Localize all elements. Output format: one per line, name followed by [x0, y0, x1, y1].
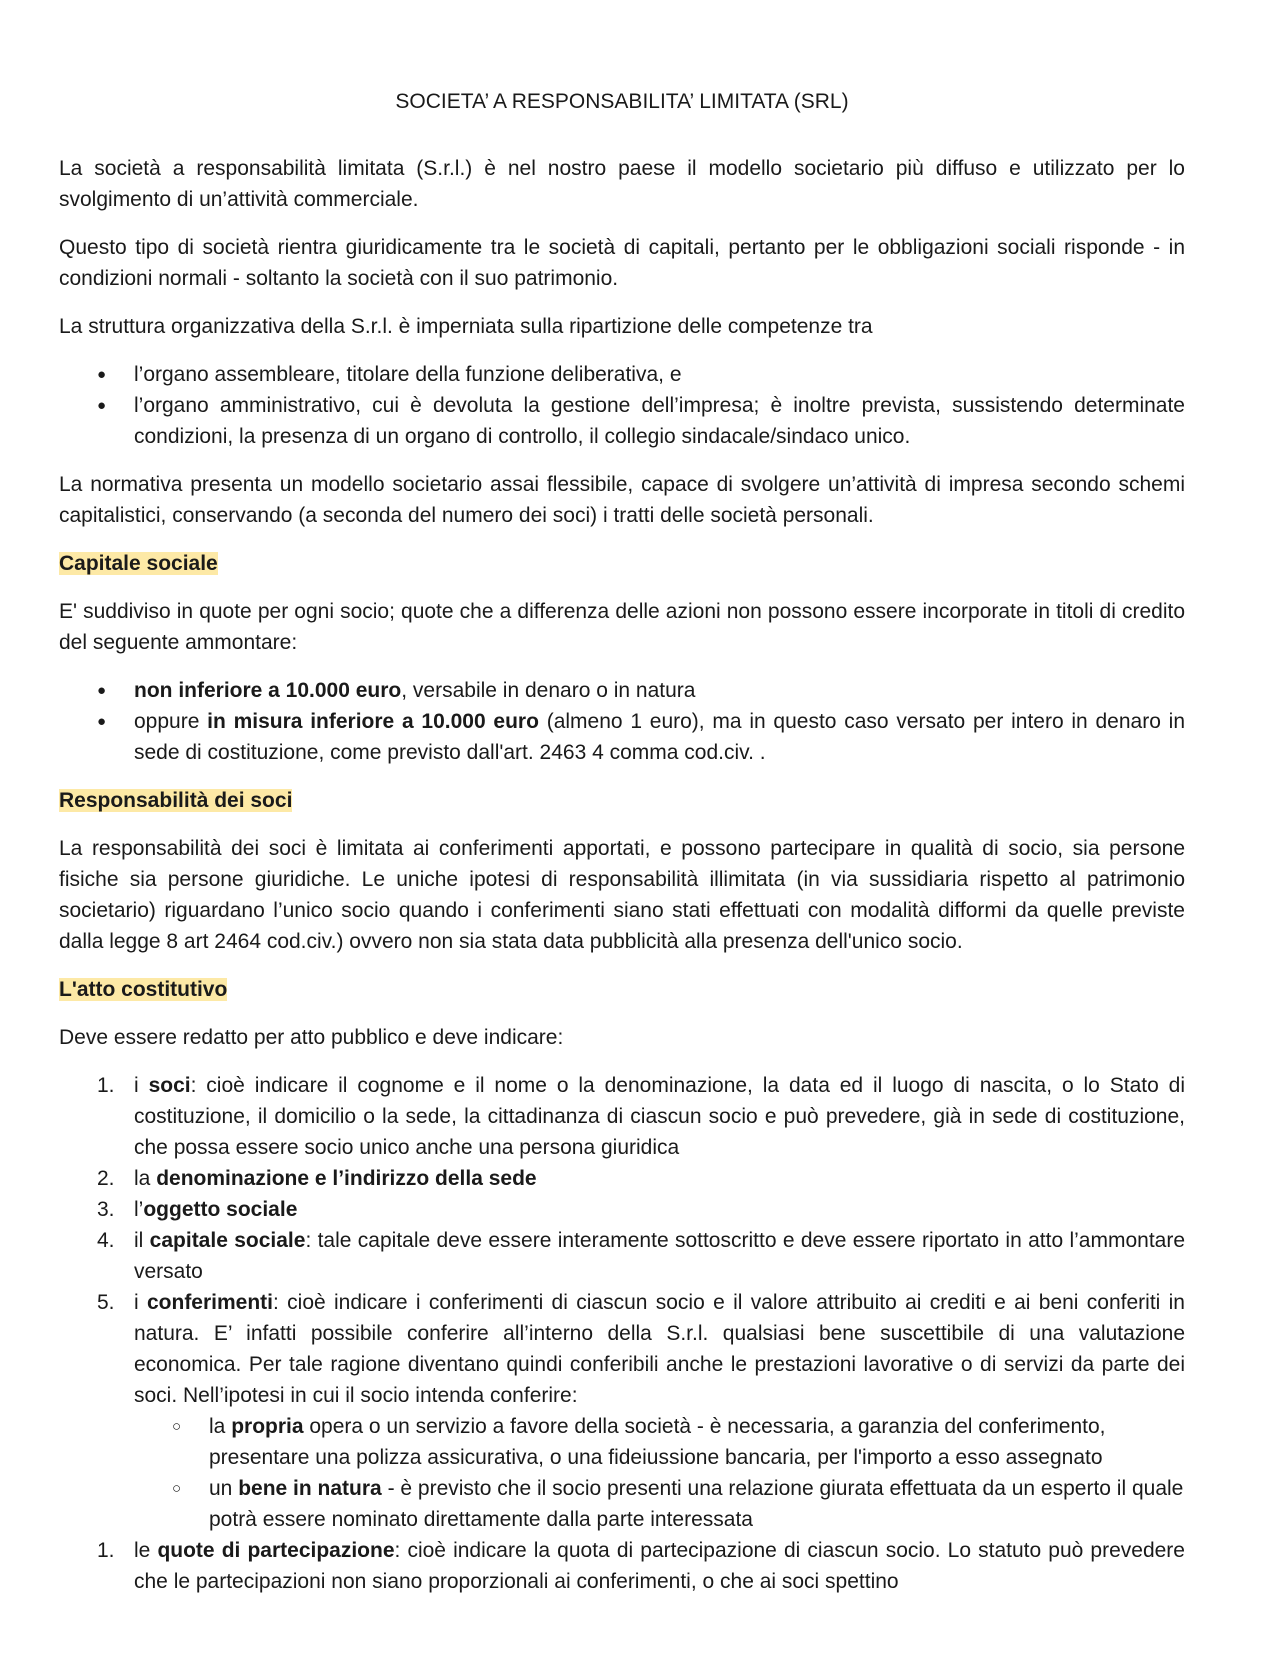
list-item: 2. la denominazione e l’indirizzo della sede: [97, 1167, 537, 1190]
capitale-list: [59, 675, 1185, 768]
intro-paragraph-4: La normativa presenta un modello societario assai flessibile, capace di svolgere un’attività di impresa secondo schemi capitalistici, conservando (a seconda del numero dei soci) i tratti delle società personali.: [59, 473, 1185, 527]
list-item: 3. l’oggetto sociale: [97, 1198, 298, 1221]
capitale-paragraph: E' suddiviso in quote per ogni socio; quote che a differenza delle azioni non possono essere incorporate in titoli di credito del seguente ammontare:: [59, 600, 1185, 654]
list-item: ● l’organo amministrativo, cui è devoluta la gestione dell’impresa; è inoltre prevista, sussistendo determinate condizioni, la presenza di un organo di controllo, il collegio sindacale/sindaco unico.: [59, 390, 1185, 452]
section-heading-atto: L'atto costitutivo: [59, 978, 228, 1001]
list-item: ● oppure in misura inferiore a 10.000 euro (almeno 1 euro), ma in questo caso versato per intero in denaro in sede di costituzione, come previsto dall'art. 2463 4 comma cod.civ. .: [59, 706, 1185, 768]
document-page: [59, 86, 1185, 1597]
intro-paragraph-2: Questo tipo di società rientra giuridicamente tra le società di capitali, pertanto per le obbligazioni sociali risponde - in condizioni normali - soltanto la società con il suo patrimonio.: [59, 236, 1185, 290]
intro-paragraph-1: La società a responsabilità limitata (S.r.l.) è nel nostro paese il modello societario più diffuso e utilizzato per lo svolgimento di un’attività commerciale.: [59, 157, 1185, 211]
list-item: 4. il capitale sociale: tale capitale deve essere interamente sottoscritto e deve essere riportato in atto l’ammontare versato: [97, 1229, 1186, 1283]
list-item: 5. i conferimenti: cioè indicare i conferimenti di ciascun socio e il valore attribuito ai crediti e ai beni conferiti in natura. E’ infatti possibile conferire all’interno della S.r.l. qualsiasi bene suscettibile di una valutazione economica. Per tale ragione diventano quindi conferibili anche le prestazioni lavorative o di servizi da parte dei soci. Nell’ipotesi in cui il socio intenda conferire: ○ la propria opera o un servizio a favore della società - è necessaria, a garanzia del conferimento, presentare una polizza assicurativa, o una fideiussione bancaria, per l'importo a esso assegnato ○ un bene in natura - è previsto che il socio presenti una relazione giurata effettuata da un esperto il quale potrà essere nominato direttamente dalla parte interessata: [59, 1287, 1185, 1535]
page-title: SOCIETA’ A RESPONSABILITA’ LIMITATA (SRL): [395, 90, 849, 113]
list-item: ○ un bene in natura - è previsto che il socio presenti una relazione giurata effettuata da un esperto il quale potrà essere nominato direttamente dalla parte interessata: [134, 1473, 1185, 1535]
atto-list: [59, 1070, 1185, 1597]
responsabilita-paragraph: La responsabilità dei soci è limitata ai conferimenti apportati, e possono partecipare in qualità di socio, sia persone fisiche sia persone giuridiche. Le uniche ipotesi di responsabilità illimitata (in via sussidiaria rispetto al patrimonio societario) riguardano l’unico socio quando i conferimenti siano stati effettuati con modalità difformi da quelle previste dalla legge 8 art 2464 cod.civ.) ovvero non sia stata data pubblicità alla presenza dell'unico socio.: [59, 837, 1185, 953]
section-heading-responsabilita: Responsabilità dei soci: [59, 789, 293, 812]
list-item: 1. le quote di partecipazione: cioè indicare la quota di partecipazione di ciascun socio. Lo statuto può prevedere che le partecipazioni non siano proporzionali ai conferimenti, o che ai soci spettino: [97, 1539, 1185, 1593]
atto-intro: Deve essere redatto per atto pubblico e deve indicare:: [59, 1026, 564, 1049]
list-item: ○ la propria opera o un servizio a favore della società - è necessaria, a garanzia del conferimento, presentare una polizza assicurativa, o una fideiussione bancaria, per l'importo a esso assegnato: [134, 1411, 1185, 1473]
section-heading-capitale: Capitale sociale: [59, 552, 218, 575]
list-item: ● l’organo assembleare, titolare della funzione deliberativa, e: [59, 359, 1185, 390]
organi-list: [59, 359, 1185, 452]
list-item: 1. i soci: cioè indicare il cognome e il nome o la denominazione, la data ed il luogo di nascita, o lo Stato di costituzione, il domicilio o la sede, la cittadinanza di ciascun socio e può prevedere, già in sede di costituzione, che possa essere socio unico anche una persona giuridica: [97, 1074, 1186, 1159]
conferimenti-sublist: [134, 1411, 1185, 1535]
intro-paragraph-3: La struttura organizzativa della S.r.l. è imperniata sulla ripartizione delle competenze tra: [59, 315, 873, 338]
list-item: ● non inferiore a 10.000 euro, versabile in denaro o in natura: [59, 675, 1185, 706]
